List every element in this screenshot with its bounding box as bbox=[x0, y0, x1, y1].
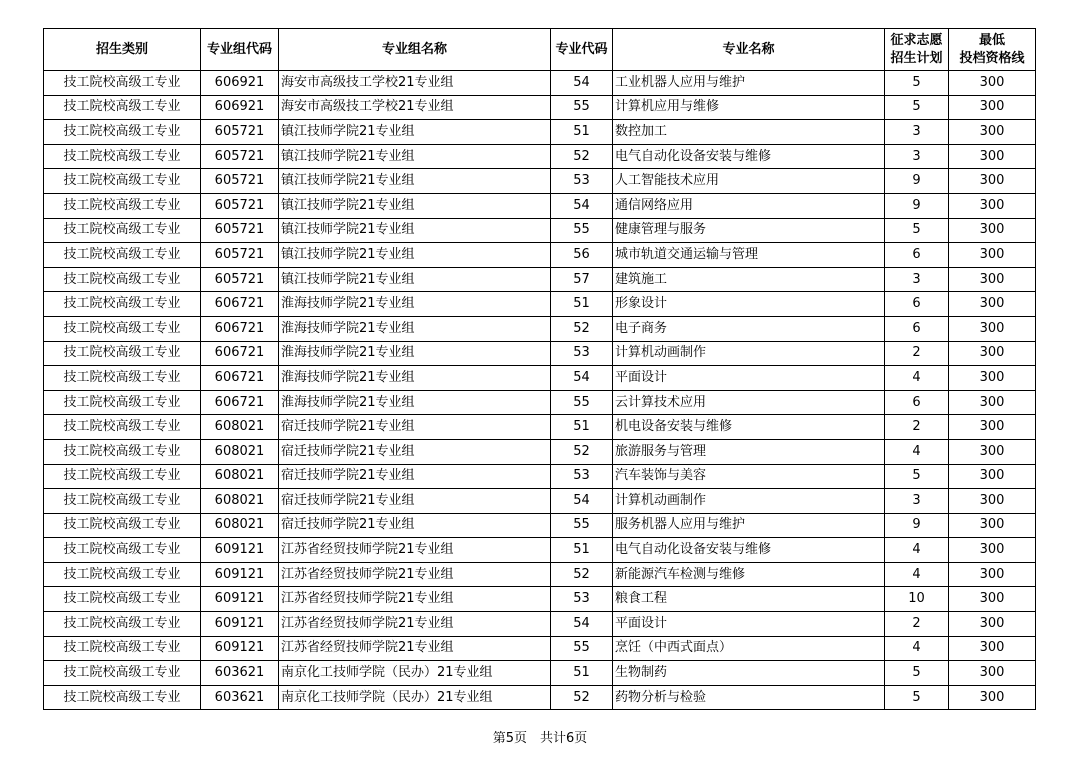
cell-min-score: 300 bbox=[949, 95, 1036, 120]
cell-group-code: 608021 bbox=[201, 415, 279, 440]
cell-group-name: 镇江技师学院21专业组 bbox=[279, 144, 551, 169]
cell-min-score: 300 bbox=[949, 587, 1036, 612]
cell-major-code: 52 bbox=[551, 316, 613, 341]
cell-min-score: 300 bbox=[949, 120, 1036, 145]
cell-major-name: 形象设计 bbox=[613, 292, 885, 317]
cell-group-name: 南京化工技师学院（民办）21专业组 bbox=[279, 685, 551, 710]
cell-category: 技工院校高级工专业 bbox=[44, 612, 201, 637]
admission-table bbox=[43, 28, 1036, 710]
header-min-line2: 投档资格线 bbox=[959, 50, 1025, 66]
cell-category: 技工院校高级工专业 bbox=[44, 218, 201, 243]
table-row bbox=[44, 292, 1036, 317]
table-row bbox=[44, 636, 1036, 661]
cell-major-code: 51 bbox=[551, 415, 613, 440]
cell-group-name: 淮海技师学院21专业组 bbox=[279, 316, 551, 341]
cell-group-name: 江苏省经贸技师学院21专业组 bbox=[279, 562, 551, 587]
cell-group-code: 603621 bbox=[201, 685, 279, 710]
cell-major-name: 服务机器人应用与维护 bbox=[613, 513, 885, 538]
cell-major-code: 52 bbox=[551, 439, 613, 464]
cell-category: 技工院校高级工专业 bbox=[44, 71, 201, 96]
cell-major-name: 生物制药 bbox=[613, 661, 885, 686]
table-header bbox=[44, 29, 1036, 71]
cell-group-name: 淮海技师学院21专业组 bbox=[279, 366, 551, 391]
cell-min-score: 300 bbox=[949, 341, 1036, 366]
cell-group-code: 609121 bbox=[201, 587, 279, 612]
cell-plan: 4 bbox=[885, 562, 949, 587]
cell-group-code: 605721 bbox=[201, 193, 279, 218]
cell-major-name: 电气自动化设备安装与维修 bbox=[613, 144, 885, 169]
cell-major-name: 城市轨道交通运输与管理 bbox=[613, 243, 885, 268]
cell-group-code: 606721 bbox=[201, 341, 279, 366]
cell-min-score: 300 bbox=[949, 661, 1036, 686]
cell-group-name: 宿迁技师学院21专业组 bbox=[279, 415, 551, 440]
cell-category: 技工院校高级工专业 bbox=[44, 489, 201, 514]
cell-major-name: 平面设计 bbox=[613, 366, 885, 391]
header-group-name: 专业组名称 bbox=[279, 29, 551, 71]
cell-major-code: 55 bbox=[551, 390, 613, 415]
cell-major-code: 54 bbox=[551, 366, 613, 391]
table-row bbox=[44, 366, 1036, 391]
cell-min-score: 300 bbox=[949, 292, 1036, 317]
cell-major-code: 54 bbox=[551, 71, 613, 96]
table-body bbox=[44, 71, 1036, 710]
cell-group-name: 江苏省经贸技师学院21专业组 bbox=[279, 538, 551, 563]
cell-major-name: 药物分析与检验 bbox=[613, 685, 885, 710]
cell-major-code: 53 bbox=[551, 169, 613, 194]
cell-category: 技工院校高级工专业 bbox=[44, 439, 201, 464]
cell-major-name: 数控加工 bbox=[613, 120, 885, 145]
cell-category: 技工院校高级工专业 bbox=[44, 292, 201, 317]
cell-major-code: 55 bbox=[551, 95, 613, 120]
table-row bbox=[44, 587, 1036, 612]
cell-major-name: 烹饪（中西式面点） bbox=[613, 636, 885, 661]
cell-group-name: 江苏省经贸技师学院21专业组 bbox=[279, 587, 551, 612]
cell-major-name: 建筑施工 bbox=[613, 267, 885, 292]
cell-min-score: 300 bbox=[949, 489, 1036, 514]
cell-plan: 6 bbox=[885, 292, 949, 317]
cell-major-name: 电子商务 bbox=[613, 316, 885, 341]
cell-min-score: 300 bbox=[949, 366, 1036, 391]
cell-min-score: 300 bbox=[949, 464, 1036, 489]
cell-min-score: 300 bbox=[949, 316, 1036, 341]
cell-category: 技工院校高级工专业 bbox=[44, 316, 201, 341]
cell-major-code: 52 bbox=[551, 562, 613, 587]
cell-major-name: 通信网络应用 bbox=[613, 193, 885, 218]
cell-group-code: 608021 bbox=[201, 489, 279, 514]
cell-plan: 3 bbox=[885, 489, 949, 514]
cell-major-code: 54 bbox=[551, 193, 613, 218]
cell-group-name: 淮海技师学院21专业组 bbox=[279, 390, 551, 415]
cell-category: 技工院校高级工专业 bbox=[44, 169, 201, 194]
cell-group-name: 南京化工技师学院（民办）21专业组 bbox=[279, 661, 551, 686]
cell-category: 技工院校高级工专业 bbox=[44, 144, 201, 169]
table-row bbox=[44, 562, 1036, 587]
table-row bbox=[44, 267, 1036, 292]
cell-group-name: 宿迁技师学院21专业组 bbox=[279, 464, 551, 489]
table-row bbox=[44, 415, 1036, 440]
cell-group-name: 宿迁技师学院21专业组 bbox=[279, 489, 551, 514]
cell-group-code: 605721 bbox=[201, 218, 279, 243]
cell-group-code: 609121 bbox=[201, 612, 279, 637]
cell-group-code: 606721 bbox=[201, 292, 279, 317]
cell-major-name: 汽车装饰与美容 bbox=[613, 464, 885, 489]
cell-major-code: 56 bbox=[551, 243, 613, 268]
cell-group-code: 609121 bbox=[201, 538, 279, 563]
table-row bbox=[44, 169, 1036, 194]
cell-plan: 5 bbox=[885, 95, 949, 120]
cell-plan: 10 bbox=[885, 587, 949, 612]
cell-min-score: 300 bbox=[949, 243, 1036, 268]
cell-group-name: 宿迁技师学院21专业组 bbox=[279, 439, 551, 464]
cell-group-name: 宿迁技师学院21专业组 bbox=[279, 513, 551, 538]
cell-group-code: 606921 bbox=[201, 95, 279, 120]
table-row bbox=[44, 390, 1036, 415]
cell-plan: 9 bbox=[885, 513, 949, 538]
cell-category: 技工院校高级工专业 bbox=[44, 95, 201, 120]
cell-plan: 4 bbox=[885, 538, 949, 563]
cell-major-name: 平面设计 bbox=[613, 612, 885, 637]
cell-min-score: 300 bbox=[949, 439, 1036, 464]
table-row bbox=[44, 685, 1036, 710]
cell-group-code: 609121 bbox=[201, 636, 279, 661]
cell-major-name: 云计算技术应用 bbox=[613, 390, 885, 415]
cell-major-code: 55 bbox=[551, 636, 613, 661]
cell-plan: 2 bbox=[885, 612, 949, 637]
cell-plan: 4 bbox=[885, 636, 949, 661]
cell-major-code: 55 bbox=[551, 218, 613, 243]
cell-major-name: 健康管理与服务 bbox=[613, 218, 885, 243]
cell-min-score: 300 bbox=[949, 612, 1036, 637]
cell-min-score: 300 bbox=[949, 144, 1036, 169]
cell-plan: 6 bbox=[885, 390, 949, 415]
table-row bbox=[44, 439, 1036, 464]
cell-group-code: 605721 bbox=[201, 169, 279, 194]
cell-plan: 5 bbox=[885, 71, 949, 96]
cell-group-code: 605721 bbox=[201, 243, 279, 268]
cell-group-name: 镇江技师学院21专业组 bbox=[279, 120, 551, 145]
header-plan-line2: 招生计划 bbox=[890, 50, 943, 66]
cell-group-code: 608021 bbox=[201, 439, 279, 464]
cell-plan: 3 bbox=[885, 144, 949, 169]
cell-group-code: 606921 bbox=[201, 71, 279, 96]
header-plan-line1: 征求志愿 bbox=[890, 32, 943, 48]
cell-major-code: 57 bbox=[551, 267, 613, 292]
cell-min-score: 300 bbox=[949, 538, 1036, 563]
cell-major-name: 旅游服务与管理 bbox=[613, 439, 885, 464]
cell-category: 技工院校高级工专业 bbox=[44, 587, 201, 612]
cell-group-code: 605721 bbox=[201, 144, 279, 169]
page-footer: 第5页 共计6页 bbox=[492, 731, 588, 746]
cell-min-score: 300 bbox=[949, 71, 1036, 96]
table-row bbox=[44, 144, 1036, 169]
cell-major-code: 52 bbox=[551, 144, 613, 169]
cell-group-name: 镇江技师学院21专业组 bbox=[279, 218, 551, 243]
cell-group-code: 606721 bbox=[201, 390, 279, 415]
cell-plan: 2 bbox=[885, 341, 949, 366]
cell-min-score: 300 bbox=[949, 267, 1036, 292]
cell-plan: 6 bbox=[885, 243, 949, 268]
cell-category: 技工院校高级工专业 bbox=[44, 464, 201, 489]
cell-group-name: 江苏省经贸技师学院21专业组 bbox=[279, 636, 551, 661]
cell-min-score: 300 bbox=[949, 636, 1036, 661]
table-row bbox=[44, 538, 1036, 563]
cell-group-name: 淮海技师学院21专业组 bbox=[279, 341, 551, 366]
cell-category: 技工院校高级工专业 bbox=[44, 193, 201, 218]
cell-major-name: 工业机器人应用与维护 bbox=[613, 71, 885, 96]
cell-major-code: 51 bbox=[551, 292, 613, 317]
cell-group-code: 605721 bbox=[201, 120, 279, 145]
header-min-line1: 最低 bbox=[978, 32, 1005, 48]
cell-category: 技工院校高级工专业 bbox=[44, 366, 201, 391]
cell-category: 技工院校高级工专业 bbox=[44, 636, 201, 661]
table-row bbox=[44, 612, 1036, 637]
header-min-score bbox=[949, 29, 1036, 71]
cell-category: 技工院校高级工专业 bbox=[44, 390, 201, 415]
table-row bbox=[44, 243, 1036, 268]
cell-major-code: 53 bbox=[551, 464, 613, 489]
cell-major-code: 51 bbox=[551, 120, 613, 145]
cell-category: 技工院校高级工专业 bbox=[44, 513, 201, 538]
cell-min-score: 300 bbox=[949, 390, 1036, 415]
table-row bbox=[44, 193, 1036, 218]
cell-plan: 5 bbox=[885, 218, 949, 243]
cell-group-name: 镇江技师学院21专业组 bbox=[279, 243, 551, 268]
cell-plan: 5 bbox=[885, 464, 949, 489]
table-row bbox=[44, 218, 1036, 243]
cell-plan: 4 bbox=[885, 439, 949, 464]
cell-category: 技工院校高级工专业 bbox=[44, 685, 201, 710]
cell-major-name: 人工智能技术应用 bbox=[613, 169, 885, 194]
cell-group-name: 海安市高级技工学校21专业组 bbox=[279, 71, 551, 96]
cell-min-score: 300 bbox=[949, 218, 1036, 243]
cell-group-name: 江苏省经贸技师学院21专业组 bbox=[279, 612, 551, 637]
cell-category: 技工院校高级工专业 bbox=[44, 120, 201, 145]
cell-major-code: 53 bbox=[551, 587, 613, 612]
cell-category: 技工院校高级工专业 bbox=[44, 538, 201, 563]
cell-plan: 5 bbox=[885, 685, 949, 710]
header-row bbox=[44, 29, 1036, 71]
cell-major-code: 54 bbox=[551, 489, 613, 514]
cell-group-name: 镇江技师学院21专业组 bbox=[279, 169, 551, 194]
cell-plan: 3 bbox=[885, 267, 949, 292]
cell-category: 技工院校高级工专业 bbox=[44, 661, 201, 686]
cell-major-code: 51 bbox=[551, 661, 613, 686]
cell-plan: 4 bbox=[885, 366, 949, 391]
cell-min-score: 300 bbox=[949, 169, 1036, 194]
table-row bbox=[44, 341, 1036, 366]
cell-category: 技工院校高级工专业 bbox=[44, 341, 201, 366]
cell-group-code: 605721 bbox=[201, 267, 279, 292]
table-row bbox=[44, 120, 1036, 145]
cell-plan: 5 bbox=[885, 661, 949, 686]
cell-major-code: 54 bbox=[551, 612, 613, 637]
cell-major-name: 机电设备安装与维修 bbox=[613, 415, 885, 440]
cell-plan: 2 bbox=[885, 415, 949, 440]
cell-category: 技工院校高级工专业 bbox=[44, 267, 201, 292]
cell-group-code: 606721 bbox=[201, 366, 279, 391]
cell-plan: 9 bbox=[885, 193, 949, 218]
cell-major-name: 计算机动画制作 bbox=[613, 489, 885, 514]
cell-group-code: 609121 bbox=[201, 562, 279, 587]
cell-major-code: 53 bbox=[551, 341, 613, 366]
cell-category: 技工院校高级工专业 bbox=[44, 243, 201, 268]
cell-major-name: 电气自动化设备安装与维修 bbox=[613, 538, 885, 563]
header-major-name: 专业名称 bbox=[613, 29, 885, 71]
table-row bbox=[44, 661, 1036, 686]
cell-group-code: 608021 bbox=[201, 464, 279, 489]
cell-plan: 9 bbox=[885, 169, 949, 194]
header-plan bbox=[885, 29, 949, 71]
cell-major-code: 51 bbox=[551, 538, 613, 563]
cell-group-code: 608021 bbox=[201, 513, 279, 538]
cell-group-name: 镇江技师学院21专业组 bbox=[279, 193, 551, 218]
table-row bbox=[44, 316, 1036, 341]
cell-group-code: 603621 bbox=[201, 661, 279, 686]
cell-group-name: 海安市高级技工学校21专业组 bbox=[279, 95, 551, 120]
cell-major-code: 52 bbox=[551, 685, 613, 710]
cell-major-name: 计算机动画制作 bbox=[613, 341, 885, 366]
cell-major-name: 计算机应用与维修 bbox=[613, 95, 885, 120]
cell-group-name: 镇江技师学院21专业组 bbox=[279, 267, 551, 292]
cell-major-code: 55 bbox=[551, 513, 613, 538]
cell-group-name: 淮海技师学院21专业组 bbox=[279, 292, 551, 317]
header-major-code: 专业代码 bbox=[551, 29, 613, 71]
table-row bbox=[44, 464, 1036, 489]
cell-category: 技工院校高级工专业 bbox=[44, 415, 201, 440]
cell-group-code: 606721 bbox=[201, 316, 279, 341]
cell-major-name: 粮食工程 bbox=[613, 587, 885, 612]
cell-min-score: 300 bbox=[949, 562, 1036, 587]
cell-min-score: 300 bbox=[949, 415, 1036, 440]
cell-min-score: 300 bbox=[949, 513, 1036, 538]
header-category: 招生类别 bbox=[44, 29, 201, 71]
cell-category: 技工院校高级工专业 bbox=[44, 562, 201, 587]
cell-min-score: 300 bbox=[949, 193, 1036, 218]
cell-plan: 3 bbox=[885, 120, 949, 145]
table-row bbox=[44, 95, 1036, 120]
header-group-code: 专业组代码 bbox=[201, 29, 279, 71]
table-row bbox=[44, 71, 1036, 96]
cell-plan: 6 bbox=[885, 316, 949, 341]
cell-major-name: 新能源汽车检测与维修 bbox=[613, 562, 885, 587]
cell-min-score: 300 bbox=[949, 685, 1036, 710]
table-row bbox=[44, 513, 1036, 538]
table-row bbox=[44, 489, 1036, 514]
